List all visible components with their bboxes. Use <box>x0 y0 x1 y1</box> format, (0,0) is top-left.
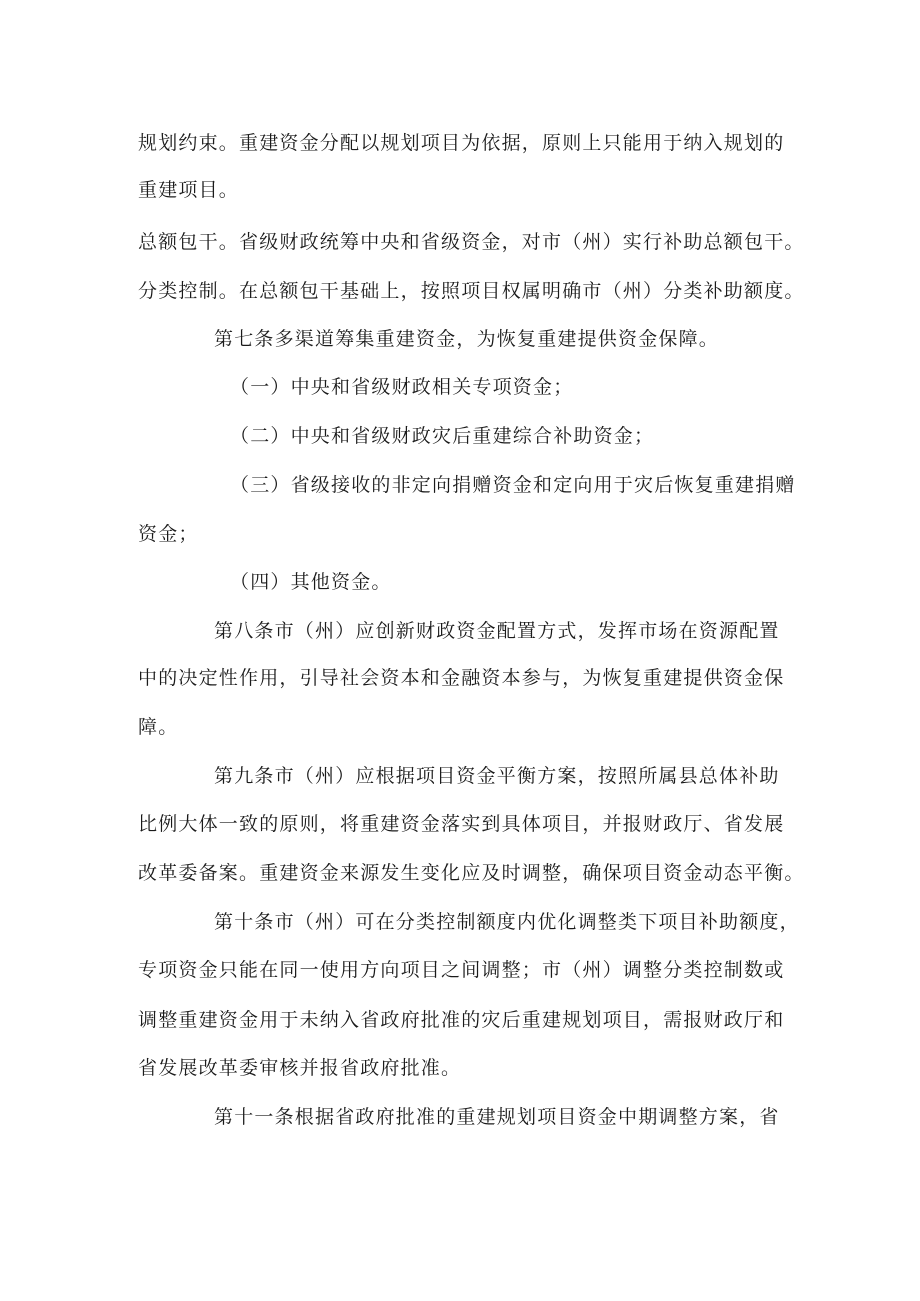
section-heading: 第七条多渠道筹集重建资金，为恢复重建提供资金保障。 <box>214 328 720 350</box>
text-line: 资金； <box>138 523 199 545</box>
section-heading: 第十条市（州）可在分类控制额度内优化调整类下项目补助额度， <box>214 911 800 933</box>
list-item: （二）中央和省级财政灾后重建综合补助资金； <box>230 425 655 447</box>
text-line: 中的决定性作用，引导社会资本和金融资本参与，为恢复重建提供资金保 <box>138 667 785 689</box>
text-line: 比例大体一致的原则，将重建资金落实到具体项目，并报财政厅、省发展 <box>138 813 785 835</box>
text-line: 重建项目。 <box>138 179 240 201</box>
text-line: 总额包干。省级财政统筹中央和省级资金，对市（州）实行补助总额包干。 <box>138 231 805 253</box>
list-item: （三）省级接收的非定向捐赠资金和定向用于灾后恢复重建捐赠 <box>230 474 796 496</box>
section-heading: 第八条市（州）应创新财政资金配置方式，发挥市场在资源配置 <box>214 620 780 642</box>
text-line: 障。 <box>138 716 179 738</box>
text-line: 改革委备案。重建资金来源发生变化应及时调整，确保项目资金动态平衡。 <box>138 862 805 884</box>
text-line: 省发展改革委审核并报省政府批准。 <box>138 1057 462 1079</box>
list-item: （一）中央和省级财政相关专项资金； <box>230 376 574 398</box>
text-line: 专项资金只能在同一使用方向项目之间调整；市（州）调整分类控制数或 <box>138 959 785 981</box>
section-heading: 第十一条根据省政府批准的重建规划项目资金中期调整方案，省 <box>214 1106 780 1128</box>
text-line: 调整重建资金用于未纳入省政府批准的灾后重建规划项目，需报财政厅和 <box>138 1009 785 1031</box>
text-line: 分类控制。在总额包干基础上，按照项目权属明确市（州）分类补助额度。 <box>138 280 805 302</box>
section-heading: 第九条市（州）应根据项目资金平衡方案，按照所属县总体补助 <box>214 765 780 787</box>
list-item: （四）其他资金。 <box>230 571 392 593</box>
text-line: 规划约束。重建资金分配以规划项目为依据，原则上只能用于纳入规划的 <box>138 132 785 154</box>
